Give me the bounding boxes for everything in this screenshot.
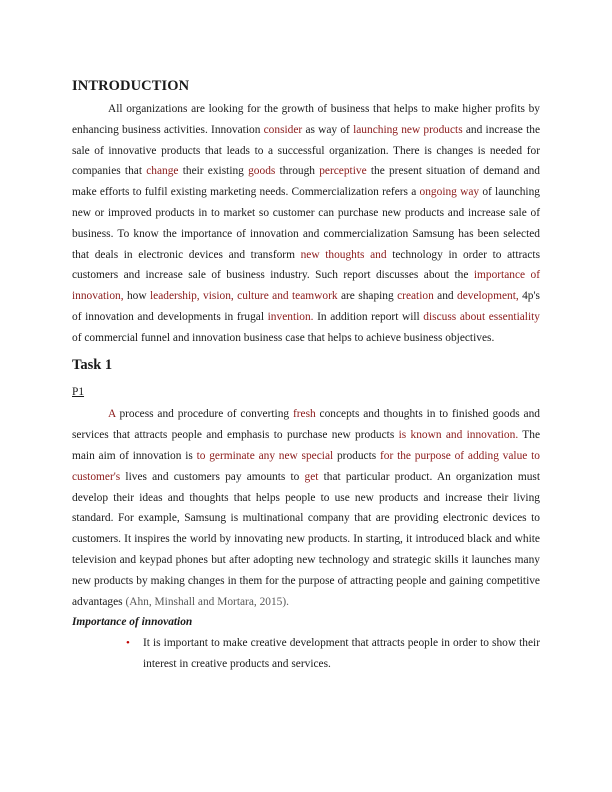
- text-run: of launching new or improved products in to market so customer can purchase new products and increase sale of business. To know the importance of innovation and commercialization Samsung has been selected that deals in electronic devices and transform: [72, 186, 540, 261]
- text-run: through: [275, 165, 320, 178]
- highlighted-text: is known and innovation.: [398, 429, 519, 442]
- highlighted-text: new thoughts and: [300, 248, 387, 261]
- importance-heading: Importance of innovation: [72, 616, 193, 629]
- task-paragraph: [72, 404, 540, 612]
- highlighted-text: to germinate any new special: [196, 449, 334, 462]
- text-run: lives and customers pay amounts to: [120, 470, 305, 483]
- text-run: of commercial funnel and innovation business case that helps to achieve business objectives.: [72, 331, 495, 344]
- text-run: technology in order to attracts customers and increase sale of business industry. Such report discusses about the: [72, 248, 541, 282]
- text-run: and increase the sale of innovative products that leads to a successful organization. There is changes is needed for companies that: [72, 123, 540, 178]
- highlighted-text: for the purpose of adding value to customer's: [72, 449, 540, 483]
- highlighted-text: creation: [397, 290, 434, 303]
- task-heading: Task 1: [72, 356, 113, 373]
- text-run: In addition report will: [313, 310, 424, 323]
- text-run: that particular product. An organization must develop their ideas and thoughts that helps people to use new products and increase their living standard. For example, Samsung is multinational company that are providing electronic devices to customers. It inspires the world by innovating new products. In starting, it introduced black and white television and keypad phones but after adopting new technology and strategic skills it launches many new products by making changes in them for the purpose of attracting people and gaining competitive advantages: [72, 470, 541, 608]
- document-page: [72, 72, 540, 675]
- introduction-heading: INTRODUCTION: [72, 78, 190, 94]
- highlighted-text: importance of innovation,: [72, 269, 540, 303]
- highlighted-text: leadership, vision, culture and teamwork: [150, 290, 338, 303]
- text-run: concepts and thoughts in to finished goods and services that attracts people and emphasis to purchase new products: [72, 408, 540, 442]
- text-run: are shaping: [337, 290, 398, 303]
- highlighted-text: invention.: [267, 310, 314, 323]
- text-run: 4p's of innovation and developments in frugal: [72, 290, 540, 323]
- highlighted-text: launching new products: [353, 123, 463, 136]
- text-run: The main aim of innovation is: [72, 429, 540, 462]
- text-run: and: [433, 290, 458, 303]
- citation-text: (Ahn, Minshall and Mortara, 2015).: [125, 595, 290, 608]
- text-run: process and procedure of converting: [115, 408, 293, 421]
- list-item: [72, 633, 540, 675]
- highlighted-text: development,: [457, 290, 519, 303]
- highlighted-text: get: [304, 470, 319, 483]
- highlighted-text: change: [146, 165, 179, 178]
- p1-label: P1: [72, 385, 85, 398]
- highlighted-text: goods: [248, 165, 276, 178]
- highlighted-text: consider: [263, 123, 303, 136]
- text-run: as way of: [302, 123, 354, 136]
- text-run: products: [333, 449, 380, 462]
- text-run: how: [123, 290, 150, 303]
- highlighted-text: discuss about essentiality: [423, 310, 540, 323]
- list-item-text: It is important to make creative development that attracts people in order to show their interest in creative products and services.: [143, 637, 540, 670]
- importance-list: [72, 633, 540, 675]
- highlighted-text: ongoing way: [419, 186, 480, 199]
- text-run: All organizations are looking for the growth of business that helps to make higher profits by enhancing business activities. Innovation: [72, 103, 540, 136]
- highlighted-text: perceptive: [319, 165, 367, 178]
- introduction-paragraph: [72, 99, 540, 349]
- highlighted-text: fresh: [292, 408, 316, 421]
- bullet-icon: •: [126, 637, 130, 650]
- highlighted-text: A: [108, 408, 116, 421]
- text-run: the present situation of demand and make efforts to fulfil existing marketing needs. Commercialization refers a: [72, 165, 540, 199]
- text-run: their existing: [178, 165, 249, 178]
